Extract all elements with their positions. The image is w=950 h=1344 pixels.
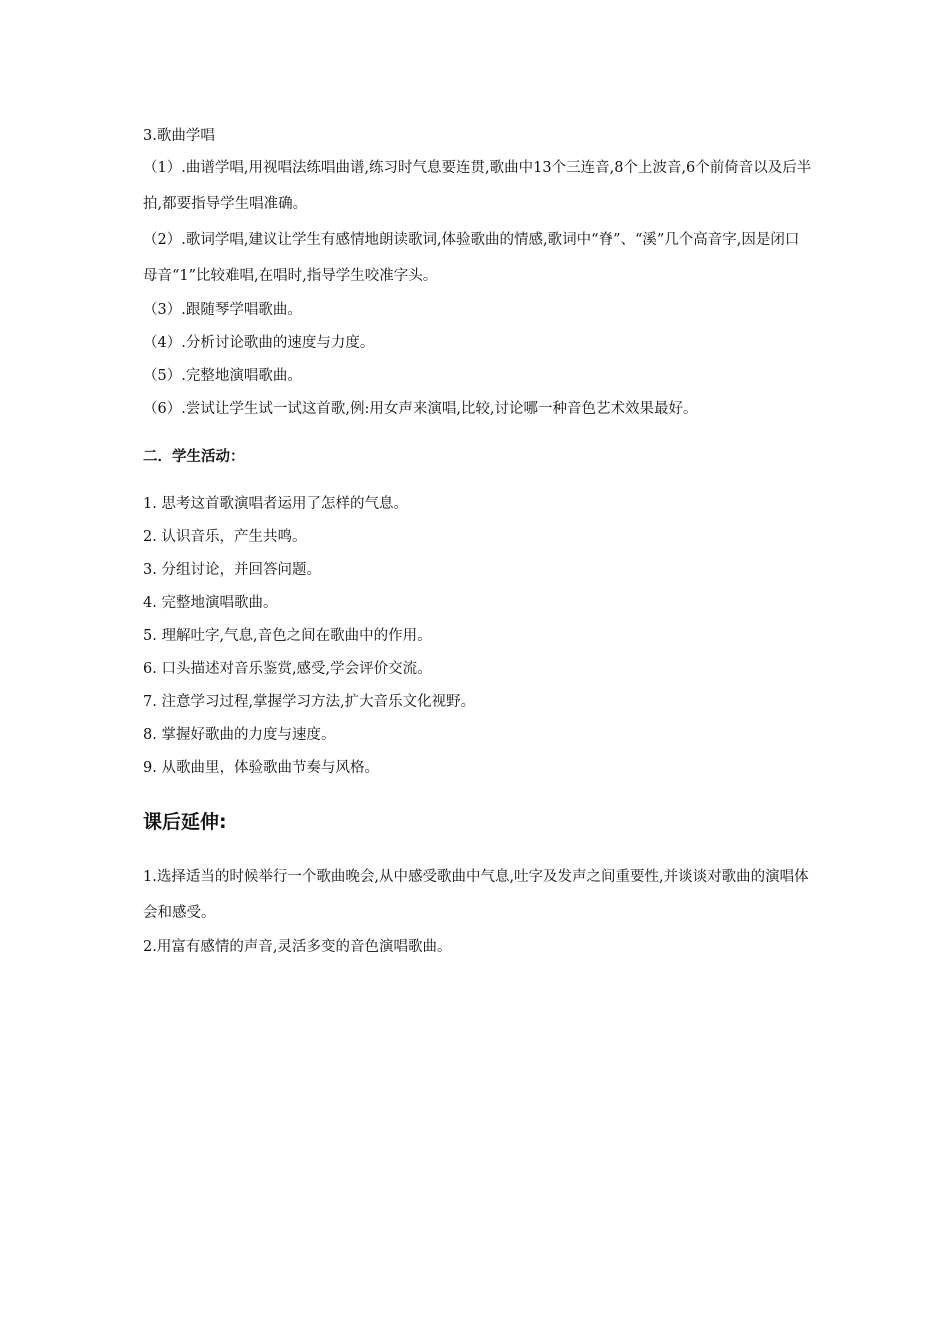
step-3-line: （3）.跟随琴学唱歌曲。 xyxy=(143,302,302,318)
student-activities-heading: 二．学生活动： xyxy=(143,448,245,465)
section-title-song-learning: 3.歌曲学唱 xyxy=(143,128,215,144)
step-2-paragraph: （2）.歌词学唱,建议让学生有感情地朗读歌词,体验歌曲的情感,歌词中“脊”、“溪”几个高音字,因是闭口母音“1”比较难唱,在唱时,指导学生咬准字头。 xyxy=(143,232,800,284)
step-5-line: （5）.完整地演唱歌曲。 xyxy=(143,368,302,384)
list-item: 6. 口头描述对音乐鉴赏,感受,学会评价交流。 xyxy=(143,661,432,677)
list-item: 4. 完整地演唱歌曲。 xyxy=(143,595,278,611)
step-1-paragraph: （1）.曲谱学唱,用视唱法练唱曲谱,练习时气息要连贯,歌曲中13个三连音,8个上波音,6个前倚音以及后半拍,都要指导学生唱准确。 xyxy=(143,160,812,212)
document-body xyxy=(143,122,813,964)
extension-2-line: 2.用富有感情的声音,灵活多变的音色演唱歌曲。 xyxy=(143,939,452,955)
student-activities-list xyxy=(143,488,813,785)
step-4-line: （4）.分析讨论歌曲的速度与力度。 xyxy=(143,335,375,351)
list-item: 8. 掌握好歌曲的力度与速度。 xyxy=(143,727,336,743)
list-item: 1. 思考这首歌演唱者运用了怎样的气息。 xyxy=(143,496,408,512)
extension-heading: 课后延伸: xyxy=(143,811,227,833)
step-6-line: （6）.尝试让学生试一试这首歌,例:用女声来演唱,比较,讨论哪一种音色艺术效果最好。 xyxy=(143,401,698,417)
list-item: 3. 分组讨论，并回答问题。 xyxy=(143,562,321,578)
list-item: 5. 理解吐字,气息,音色之间在歌曲中的作用。 xyxy=(143,628,432,644)
list-item: 2. 认识音乐，产生共鸣。 xyxy=(143,529,307,545)
list-item: 9. 从歌曲里，体验歌曲节奏与风格。 xyxy=(143,760,379,776)
list-item: 7. 注意学习过程,掌握学习方法,扩大音乐文化视野。 xyxy=(143,694,476,710)
extension-1-paragraph: 1.选择适当的时候举行一个歌曲晚会,从中感受歌曲中气息,吐字及发声之间重要性,并谈谈对歌曲的演唱体会和感受。 xyxy=(143,869,809,921)
